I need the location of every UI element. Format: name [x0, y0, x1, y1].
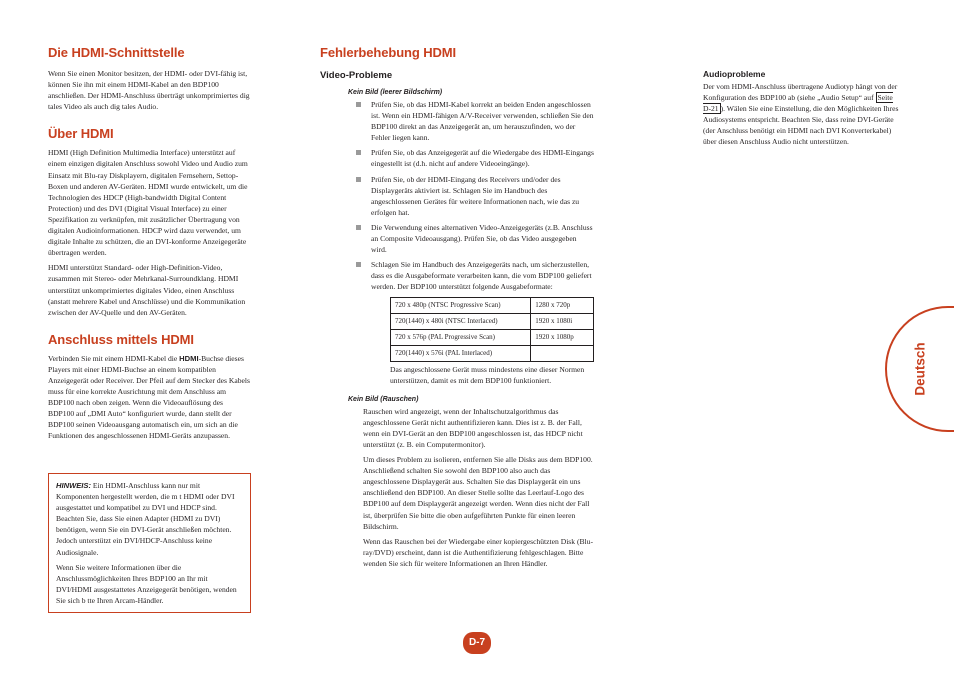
table-cell	[531, 345, 594, 361]
noise-block	[320, 396, 594, 569]
about-hdmi-text-1: HDMI (High Definition Multimedia Interface) unterstützt auf einem einzigen digitalen Anschluss sowohl Video und Audio zum Einsatz mit Blu-ray Diskplayern, digitalen Fernsehern, Settop-Boxen und anderen AV-Geräten. HDMI wurde entwickelt, um die Technologien des HDCP (High-bandwidth Digital Content Protection) und des DVI (Digital Visual Interface) zu einer Spezifikation zu verknüpfen, mit zusätzlicher Übertragung von digitalen Audioinformationen. HDCP wird dazu verwendet, um digitale Inhalte zu schützen, die an DVI-konforme Anzeigegeräte übertragen werden.	[48, 148, 248, 258]
list-item: Schlagen Sie im Handbuch des Anzeigegeräts nach, um sicherzustellen, dass es die Ausgabeformate verarbeiten kann, die vom BDP100 geliefert werden. Der BDP100 unterstützt folgende Ausgabeformate:	[348, 259, 594, 292]
noise-text-3: Wenn das Rauschen bei der Wiedergabe einer kopiergeschützten Disk (Blu-ray/DVD) erscheint, dann ist die Authentifizierung fehlgeschlagen. Bitte wenden Sie sich für weitere Informationen an Ihren Händler.	[363, 536, 593, 568]
noise-text-2: Um dieses Problem zu isolieren, entfernen Sie alle Disks aus dem BDP100. Anschließend schalten Sie sowohl den BDP100 also auch das angeschlossene Displaygerät aus. Schalten Sie das Displaygerät ein uns anschließend den BDP100. An dieser Stelle sollte das Leerlauf-Logo des BDP100 auf dem Displaygerät angezeigt werden. Wenn dies nicht der Fall ist, überprüfen Sie bitte die oben aufgeführten Punkte für einen leeren Bildschirm.	[363, 455, 593, 531]
section-title-hdmi-connection: Anschluss mittels HDMI	[48, 331, 194, 347]
hdmi-interface-text: Wenn Sie einen Monitor besitzen, der HDMI- oder DVI-fähig ist, können Sie ihn mit einem HDMI-Kabel an den BDP100 anschließen. Der HDMI-Anschluss überträgt unkomprimiertes dig tales Video als auch dig tales Audio.	[48, 69, 250, 112]
video-problems-heading: Video-Probleme	[320, 70, 393, 81]
table-row	[391, 345, 594, 361]
table-row	[391, 329, 594, 345]
list-item: Prüfen Sie, ob das HDMI-Kabel korrekt an beiden Enden angeschlossen ist. Wenn ein HDMI-fähigen A/V-Receiver verwenden, schließen Sie den BDP100 direkt an das Anzeigegerät an, um herauszufinden, wo der Fehler liegen kann.	[348, 99, 594, 143]
table-cell: 720(1440) x 576i (PAL Interlaced)	[391, 345, 531, 361]
table-cell: 720(1440) x 480i (NTSC Interlaced)	[391, 313, 531, 329]
bullet-square-icon	[356, 177, 361, 182]
page-number: D-7	[463, 632, 491, 654]
section-title-about-hdmi: Über HDMI	[48, 126, 114, 142]
middle-column	[320, 45, 594, 573]
output-formats-table	[390, 297, 594, 362]
bullet-square-icon	[356, 225, 361, 230]
list-item: Die Verwendung eines alternativen Video-Anzeigegeräts (z.B. Anschluss an Composite Videoausgang). Prüfen Sie, ob das Video ausgegeben wird.	[348, 222, 594, 255]
noise-heading: Kein Bild (Rauschen)	[348, 395, 419, 403]
right-column	[703, 69, 899, 152]
no-picture-block	[320, 89, 594, 386]
table-row	[391, 297, 594, 313]
bullet-square-icon	[356, 102, 361, 107]
note-text-1: HINWEIS: Ein HDMI-Anschluss kann nur mit Komponenten hergestellt werden, die m t HDMI oder DVI ausgestattet und kompatibel zu DVI und HDCP sind. Beachten Sie, dass Sie einen Adapter (HDMI zu DVI) benötigen, wenn Sie ein DVI-Gerät anschließen möchten. Jedoch unterstützt ein DVI/HDCP-Anschluss keine Audiosignale.	[56, 481, 235, 557]
audio-problems-text: Der vom HDMI-Anschluss übertragene Audiotyp hängt von der Konfiguration des BDP100 ab (siehe „Audio Setup“ auf Seite D-21 ). Wälen Sie eine Einstellung, die den Möglichkeiten Ihres Audiosystems entspricht. Beachten Sie, dass reine DVI-Geräte (der Anschluss benötigt ein HDMI nach DVI Konverterkabel) über diesen Anschluss Audio nicht unterstützen.	[703, 82, 899, 147]
note-text-2: Wenn Sie weitere Informationen über die Anschlussmöglichkeiten Ihres BDP100 an Ihr mit DVI/HDMI ausgestattetes Anzeigegerät benötigen, wenden Sie sich b tte Ihren Arcam-Händler.	[56, 562, 237, 605]
language-tab-label: Deutsch	[912, 342, 928, 396]
note-box	[48, 473, 251, 613]
page-reference-link[interactable]: Seite D-21	[703, 93, 893, 114]
list-item: Prüfen Sie, ob das Anzeigegerät auf die Wiedergabe des HDMI-Eingangs eingestellt ist (d.h. nicht auf andere Videoeingänge).	[348, 147, 594, 169]
table-cell: 1280 x 720p	[531, 297, 594, 313]
section-title-hdmi-interface: Die HDMI-Schnittstelle	[48, 45, 185, 60]
after-table-text: Das angeschlossene Gerät muss mindestens eine dieser Normen unterstützen, damit es mit dem BDP100 funktioniert.	[390, 364, 585, 385]
list-item: Prüfen Sie, ob der HDMI-Eingang des Receivers und/oder des Displaygeräts aktiviert ist. Schlagen Sie im Handbuch des angeschlossenen Gerätes für weitere Informationen nach, wie das zu erfolgen hat.	[348, 174, 594, 218]
table-row	[391, 313, 594, 329]
table-cell: 1920 x 1080p	[531, 329, 594, 345]
hdmi-connection-text: Verbinden Sie mit einem HDMI-Kabel die HDMI-Buchse dieses Players mit einer HDMI-Buchse an einem kompatiblen Anzeigegerät oder Receiver. Der Pfeil auf dem Stecker des Kabels muss für eine korrekte Ausrichtung mit dem Anschluss am BDP100 nach oben zeigen. Wenn die Videoauflösung des BDP100 auf „DMI Auto“ konfiguriert wurde, dann stellt der BDP100 seinen Videoausgang automatisch ein, um sich an die Funktionen des angeschlossenen HDMI-Geräts anzupassen.	[48, 353, 250, 441]
table-cell: 1920 x 1080i	[531, 313, 594, 329]
about-hdmi-text-2: HDMI unterstützt Standard- oder High-Definition-Video, zusammen mit Stereo- oder Mehrkanal-Surroundklang. HDMI unterstützt unkomprimiertes digitales Video, einen Anschluss (anstatt mehrere Kabel und Anschlüsse) und die Kommunikation zwischen der AV-Quelle und den AV-Geräten.	[48, 263, 246, 317]
table-cell: 720 x 576p (PAL Progressive Scan)	[391, 329, 531, 345]
bullet-square-icon	[356, 262, 361, 267]
audio-problems-heading: Audioprobleme	[703, 69, 766, 79]
section-title-hdmi-troubleshooting: Fehlerbehebung HDMI	[320, 45, 457, 60]
table-cell: 720 x 480p (NTSC Progressive Scan)	[391, 297, 531, 313]
bullet-square-icon	[356, 150, 361, 155]
noise-text-1: Rauschen wird angezeigt, wenn der Inhaltschutzalgorithmus das angeschlossene Gerät nicht authentifizieren kann. Dies ist z. B. der Fall, wenn ein DVI-Gerät an den BDP100 angeschlossen ist, das HDCP nicht unterstützt (z. B. ein Computermonitor).	[363, 406, 583, 449]
no-picture-heading: Kein Bild (leerer Bildschirm)	[348, 89, 443, 96]
left-column	[48, 45, 250, 446]
